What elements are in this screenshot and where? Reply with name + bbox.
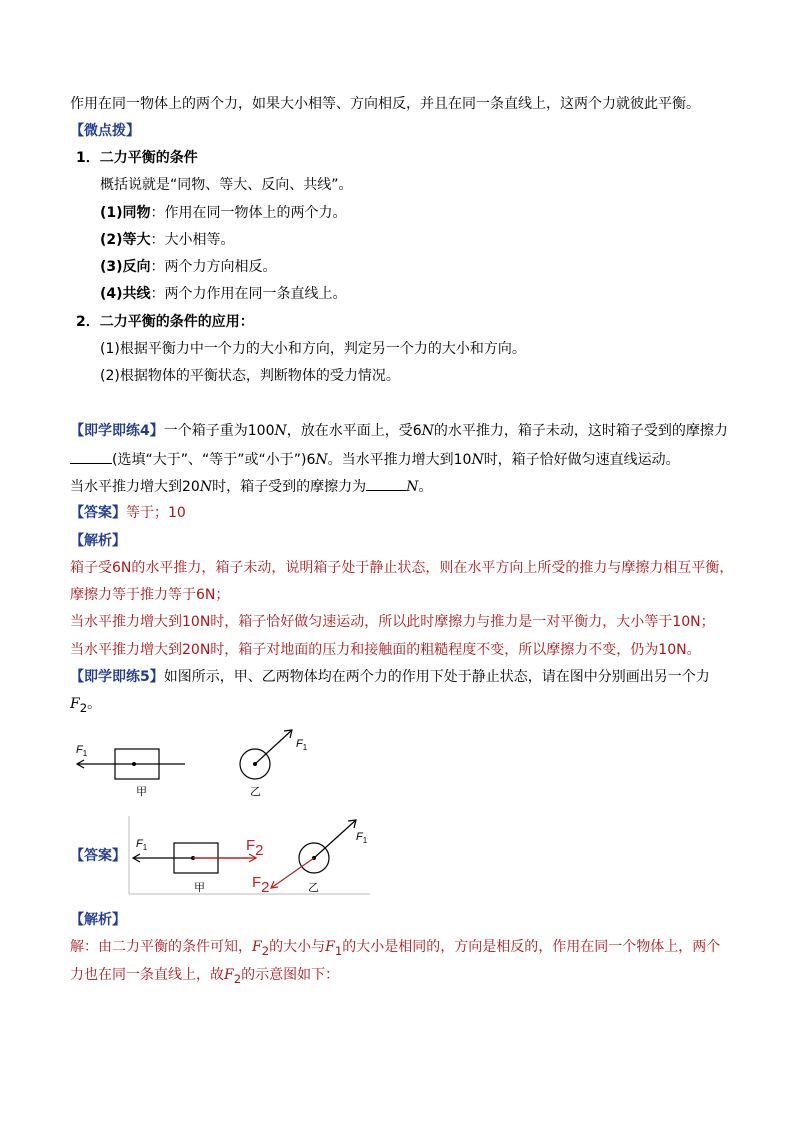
force-symbol: F: [325, 939, 335, 955]
force-subscript: 2: [233, 971, 242, 986]
application-item: (1)根据平衡力中一个力的大小和方向，判定另一个力的大小和方向。: [100, 341, 526, 357]
analysis-line: 当水平推力增大到20N时，箱子对地面的压力和接触面的粗糙程度不变，所以摩擦力不变，仍为10N。: [70, 642, 701, 658]
exercise4-text: 的水平推力，箱子未动，这时箱子受到的摩擦力: [433, 423, 728, 439]
force-symbol: F: [224, 967, 234, 983]
section1-summary: 概括说就是“同物、等大、反向、共线”。: [100, 177, 353, 193]
analysis-text: 的大小是相同的，方向是相反的，作用在同一个物体上，两个: [342, 939, 721, 955]
exercise5-line1: [70, 667, 710, 687]
analysis-line: 摩擦力等于推力等于6N；: [70, 587, 230, 603]
analysis-text: 的大小与: [269, 939, 326, 955]
exercise4-text: 时，箱子恰好做匀速直线运动。: [483, 452, 680, 468]
force-subscript: 2: [261, 943, 270, 958]
answer-text: 等于；10: [126, 505, 186, 521]
answer-blank[interactable]: [70, 449, 112, 464]
exercise5-line2: [70, 694, 101, 718]
analysis-line: 箱子受6N的水平推力，箱子未动，说明箱子处于静止状态，则在水平方向上所受的推力与摩擦力相互平衡，: [70, 560, 734, 576]
condition-text: ：大小相等。: [150, 232, 235, 248]
unit-n: N: [406, 479, 419, 495]
force-subscript: 2: [79, 700, 88, 715]
exercise4-text: 。当水平推力增大到10: [327, 452, 472, 468]
exercise4-text: ，放在水平面上，受6: [286, 423, 422, 439]
condition-label: (2)等大: [100, 232, 151, 248]
force-subscript: 1: [334, 943, 343, 958]
f2-label-jia: F2: [246, 837, 264, 859]
answer-tag: 【答案】: [70, 505, 126, 521]
force-symbol: F: [252, 939, 262, 955]
label-jia: 甲: [136, 786, 147, 798]
condition-item: [100, 257, 277, 277]
label-jia: 甲: [194, 882, 205, 894]
exercise5-text: 。: [87, 696, 102, 712]
exercise4-text: 当水平推力增大到20: [70, 479, 200, 495]
unit-n: N: [274, 423, 287, 439]
condition-label: (3)反向: [100, 259, 151, 275]
f1-label-jia: $F_1$: [76, 744, 88, 758]
condition-label: (4)共线: [100, 286, 151, 302]
question-figure: [70, 725, 330, 800]
answer-blank[interactable]: [366, 476, 406, 491]
label-yi: 乙: [250, 786, 261, 798]
answer-tag: 【答案】: [70, 848, 126, 864]
exercise4-text: 时，箱子受到的摩擦力为: [212, 479, 367, 495]
condition-item: [100, 284, 347, 304]
exercise4-answer: [70, 503, 186, 523]
unit-n: N: [471, 452, 484, 468]
unit-n: N: [421, 423, 434, 439]
force-symbol: F: [70, 696, 80, 712]
center-point: [132, 762, 136, 766]
exercise4-line1: [70, 421, 728, 441]
condition-text: ：两个力方向相反。: [150, 259, 277, 275]
f1-label-yi: $F_1$: [296, 738, 308, 752]
tip-heading: 【微点拨】: [70, 123, 140, 139]
condition-item: [100, 230, 235, 250]
exercise4-line2: [70, 449, 680, 470]
exercise5-text: 如图所示，甲、乙两物体均在两个力的作用下处于静止状态，请在图中分别画出另一个力: [163, 669, 710, 685]
exercise4-text: 一个箱子重为100: [163, 423, 275, 439]
unit-n: N: [199, 479, 213, 495]
analysis-text: 的示意图如下：: [241, 967, 340, 983]
condition-text: ：两个力作用在同一条直线上。: [150, 286, 347, 302]
unit-n: N: [315, 452, 328, 468]
analysis-text: 力也在同一条直线上，故: [70, 967, 224, 983]
application-item: (2)根据物体的平衡状态，判断物体的受力情况。: [100, 368, 400, 384]
label-yi: 乙: [308, 882, 319, 894]
analysis-line: [70, 937, 720, 961]
exercise5-tag: 【即学即练5】: [70, 669, 164, 685]
condition-item: [100, 203, 347, 223]
force-f1-arrow-yi: [255, 730, 292, 764]
f1-label-yi: $F_1$: [356, 831, 368, 845]
answer-figure: [128, 816, 372, 896]
section2-title: 2．二力平衡的条件的应用：: [76, 314, 254, 330]
f2-label-yi: F2: [252, 874, 270, 896]
analysis-text: 解：由二力平衡的条件可知，: [70, 939, 252, 955]
exercise4-text: (选填“大于”、“等于”或“小于”)6: [112, 452, 316, 468]
force-f1-arrow-yi: [314, 820, 356, 858]
section1-title: 1．二力平衡的条件: [76, 150, 198, 166]
analysis-line: [70, 965, 339, 989]
analysis-tag: 【解析】: [70, 533, 126, 549]
f1-label-jia: $F_1$: [136, 838, 148, 852]
condition-text: ：作用在同一物体上的两个力。: [150, 205, 347, 221]
exercise4-tag: 【即学即练4】: [70, 423, 164, 439]
analysis-tag: 【解析】: [70, 912, 126, 928]
condition-label: (1)同物: [100, 205, 151, 221]
exercise4-line3: [70, 476, 432, 497]
analysis-line: 当水平推力增大到10N时，箱子恰好做匀速运动，所以此时摩擦力与推力是一对平衡力，大小等于10N；: [70, 614, 715, 630]
intro-text: 作用在同一物体上的两个力，如果大小相等、方向相反，并且在同一条直线上，这两个力就彼此平衡。: [70, 96, 700, 112]
exercise4-text: 。: [418, 479, 433, 495]
